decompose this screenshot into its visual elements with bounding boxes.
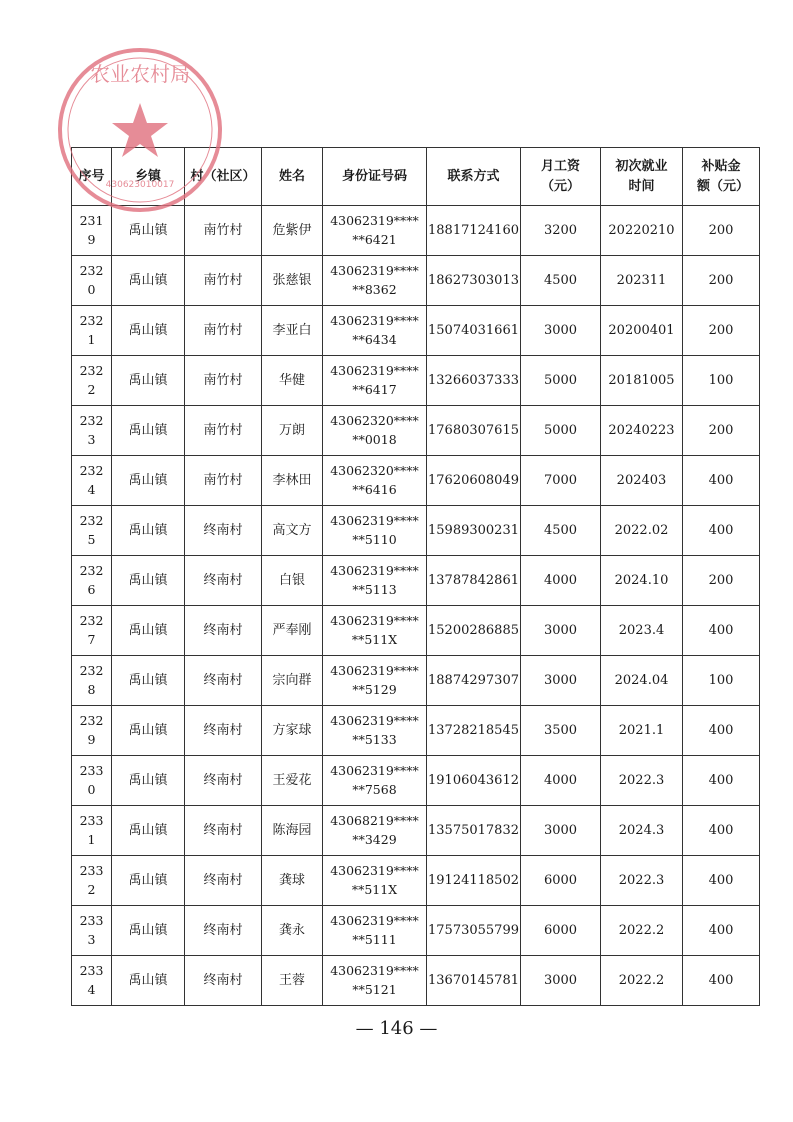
cell-town: 禹山镇 (112, 506, 185, 556)
table-row (72, 656, 760, 706)
id-number-part1: 43062319**** (330, 512, 419, 528)
id-number-part2: **7568 (352, 781, 397, 797)
cell-village: 终南村 (185, 556, 262, 606)
cell-subsidy: 400 (683, 706, 760, 756)
cell-id (323, 456, 427, 506)
header-village: 村（社区） (185, 148, 262, 206)
cell-first-job: 20181005 (601, 356, 683, 406)
cell-subsidy: 100 (683, 356, 760, 406)
cell-subsidy: 400 (683, 506, 760, 556)
id-number-part1: 43062319**** (330, 212, 419, 228)
cell-town: 禹山镇 (112, 956, 185, 1006)
table-row (72, 206, 760, 256)
cell-first-job: 202311 (601, 256, 683, 306)
table-row (72, 506, 760, 556)
cell-name: 李亚白 (262, 306, 323, 356)
cell-seq: 2326 (72, 556, 112, 606)
table-row (72, 456, 760, 506)
cell-subsidy: 200 (683, 256, 760, 306)
cell-village: 南竹村 (185, 456, 262, 506)
id-number-part1: 43062319**** (330, 312, 419, 328)
cell-town: 禹山镇 (112, 556, 185, 606)
cell-name: 王蓉 (262, 956, 323, 1006)
id-number-part2: **6421 (352, 231, 397, 247)
id-number-part1: 43062319**** (330, 962, 419, 978)
cell-town: 禹山镇 (112, 856, 185, 906)
cell-name: 华健 (262, 356, 323, 406)
id-number-part1: 43062320**** (330, 412, 419, 428)
id-number-part1: 43062319**** (330, 612, 419, 628)
cell-phone: 13728218545 (427, 706, 521, 756)
cell-id (323, 706, 427, 756)
cell-first-job: 2022.3 (601, 756, 683, 806)
cell-subsidy: 200 (683, 306, 760, 356)
cell-village: 终南村 (185, 856, 262, 906)
cell-town: 禹山镇 (112, 706, 185, 756)
cell-town: 禹山镇 (112, 606, 185, 656)
table-row (72, 256, 760, 306)
cell-id (323, 756, 427, 806)
cell-subsidy: 200 (683, 206, 760, 256)
cell-id (323, 856, 427, 906)
cell-subsidy: 200 (683, 556, 760, 606)
id-number-part2: **5121 (352, 981, 397, 997)
cell-town: 禹山镇 (112, 256, 185, 306)
cell-first-job: 20220210 (601, 206, 683, 256)
cell-wage: 4000 (521, 756, 601, 806)
id-number-part2: **5111 (352, 931, 397, 947)
id-number-part1: 43062319**** (330, 662, 419, 678)
cell-name: 宗向群 (262, 656, 323, 706)
cell-first-job: 2022.02 (601, 506, 683, 556)
id-number-part2: **6417 (352, 381, 397, 397)
cell-id (323, 806, 427, 856)
table-row (72, 906, 760, 956)
table-header-row (72, 148, 760, 206)
id-number-part1: 43062319**** (330, 912, 419, 928)
cell-id (323, 306, 427, 356)
id-number-part2: **3429 (352, 831, 397, 847)
employment-subsidy-table (71, 147, 760, 1006)
cell-name: 陈海园 (262, 806, 323, 856)
cell-village: 终南村 (185, 956, 262, 1006)
header-wage: 月工资（元） (521, 148, 601, 206)
cell-seq: 2321 (72, 306, 112, 356)
cell-name: 万朗 (262, 406, 323, 456)
cell-village: 终南村 (185, 756, 262, 806)
cell-id (323, 506, 427, 556)
cell-name: 白银 (262, 556, 323, 606)
cell-first-job: 2021.1 (601, 706, 683, 756)
id-number-part2: **5110 (352, 531, 397, 547)
cell-id (323, 906, 427, 956)
cell-phone: 13787842861 (427, 556, 521, 606)
id-number-part2: **5113 (352, 581, 397, 597)
id-number-part1: 43062320**** (330, 462, 419, 478)
cell-wage: 6000 (521, 906, 601, 956)
cell-phone: 18627303013 (427, 256, 521, 306)
cell-wage: 3000 (521, 806, 601, 856)
id-number-part1: 43062319**** (330, 762, 419, 778)
id-number-part2: **6434 (352, 331, 397, 347)
header-id: 身份证号码 (323, 148, 427, 206)
cell-seq: 2333 (72, 906, 112, 956)
cell-first-job: 2024.04 (601, 656, 683, 706)
cell-village: 南竹村 (185, 206, 262, 256)
cell-village: 终南村 (185, 506, 262, 556)
cell-subsidy: 400 (683, 606, 760, 656)
table-row (72, 706, 760, 756)
cell-name: 严奉刚 (262, 606, 323, 656)
cell-subsidy: 400 (683, 856, 760, 906)
cell-id (323, 356, 427, 406)
table-row (72, 756, 760, 806)
cell-subsidy: 400 (683, 756, 760, 806)
cell-village: 终南村 (185, 806, 262, 856)
cell-seq: 2334 (72, 956, 112, 1006)
cell-first-job: 202403 (601, 456, 683, 506)
cell-phone: 19106043612 (427, 756, 521, 806)
page-number: — 146 — (355, 1018, 438, 1039)
cell-seq: 2323 (72, 406, 112, 456)
cell-phone: 13575017832 (427, 806, 521, 856)
cell-first-job: 2024.3 (601, 806, 683, 856)
cell-wage: 4500 (521, 256, 601, 306)
id-number-part1: 43068219**** (330, 812, 419, 828)
header-seq: 序号 (72, 148, 112, 206)
cell-seq: 2319 (72, 206, 112, 256)
cell-town: 禹山镇 (112, 206, 185, 256)
cell-wage: 5000 (521, 406, 601, 456)
cell-seq: 2331 (72, 806, 112, 856)
cell-wage: 3000 (521, 956, 601, 1006)
cell-seq: 2332 (72, 856, 112, 906)
cell-id (323, 956, 427, 1006)
seal-text: 农业农村局 (90, 62, 190, 86)
cell-first-job: 20240223 (601, 406, 683, 456)
header-name: 姓名 (262, 148, 323, 206)
cell-first-job: 2022.3 (601, 856, 683, 906)
cell-first-job: 20200401 (601, 306, 683, 356)
cell-id (323, 206, 427, 256)
cell-wage: 3000 (521, 606, 601, 656)
table-row (72, 306, 760, 356)
cell-subsidy: 400 (683, 456, 760, 506)
cell-wage: 3200 (521, 206, 601, 256)
cell-phone: 15989300231 (427, 506, 521, 556)
cell-phone: 17620608049 (427, 456, 521, 506)
cell-phone: 17680307615 (427, 406, 521, 456)
cell-village: 南竹村 (185, 306, 262, 356)
cell-wage: 4000 (521, 556, 601, 606)
cell-id (323, 556, 427, 606)
id-number-part2: **511X (351, 881, 398, 897)
table-row (72, 356, 760, 406)
id-number-part2: **5133 (352, 731, 397, 747)
cell-seq: 2328 (72, 656, 112, 706)
cell-first-job: 2024.10 (601, 556, 683, 606)
table-row (72, 406, 760, 456)
header-subsidy: 补贴金额（元） (683, 148, 760, 206)
id-number-part2: **6416 (352, 481, 397, 497)
header-first-job: 初次就业时间 (601, 148, 683, 206)
cell-village: 终南村 (185, 606, 262, 656)
table-row (72, 606, 760, 656)
id-number-part2: **511X (351, 631, 398, 647)
cell-phone: 15200286885 (427, 606, 521, 656)
table-row (72, 556, 760, 606)
cell-seq: 2329 (72, 706, 112, 756)
cell-town: 禹山镇 (112, 806, 185, 856)
cell-seq: 2327 (72, 606, 112, 656)
cell-phone: 18874297307 (427, 656, 521, 706)
cell-name: 方家球 (262, 706, 323, 756)
cell-town: 禹山镇 (112, 756, 185, 806)
cell-village: 南竹村 (185, 356, 262, 406)
table-body (72, 206, 760, 1006)
id-number-part2: **5129 (352, 681, 397, 697)
cell-town: 禹山镇 (112, 406, 185, 456)
cell-phone: 18817124160 (427, 206, 521, 256)
cell-first-job: 2022.2 (601, 956, 683, 1006)
header-phone: 联系方式 (427, 148, 521, 206)
cell-name: 龚球 (262, 856, 323, 906)
id-number-part2: **8362 (352, 281, 397, 297)
cell-village: 南竹村 (185, 406, 262, 456)
cell-name: 高文方 (262, 506, 323, 556)
cell-wage: 3500 (521, 706, 601, 756)
cell-wage: 5000 (521, 356, 601, 406)
cell-id (323, 656, 427, 706)
cell-village: 终南村 (185, 656, 262, 706)
cell-subsidy: 200 (683, 406, 760, 456)
cell-seq: 2330 (72, 756, 112, 806)
cell-town: 禹山镇 (112, 456, 185, 506)
table-row (72, 856, 760, 906)
cell-village: 南竹村 (185, 256, 262, 306)
header-town: 乡镇 (112, 148, 185, 206)
cell-id (323, 256, 427, 306)
cell-wage: 7000 (521, 456, 601, 506)
cell-village: 终南村 (185, 706, 262, 756)
cell-subsidy: 400 (683, 956, 760, 1006)
cell-phone: 13670145781 (427, 956, 521, 1006)
cell-seq: 2324 (72, 456, 112, 506)
id-number-part1: 43062319**** (330, 862, 419, 878)
cell-seq: 2325 (72, 506, 112, 556)
seal-code: 430623010017 (105, 180, 175, 190)
cell-phone: 17573055799 (427, 906, 521, 956)
id-number-part1: 43062319**** (330, 362, 419, 378)
cell-first-job: 2022.2 (601, 906, 683, 956)
cell-wage: 3000 (521, 306, 601, 356)
cell-phone: 19124118502 (427, 856, 521, 906)
cell-id (323, 606, 427, 656)
id-number-part1: 43062319**** (330, 262, 419, 278)
cell-phone: 13266037333 (427, 356, 521, 406)
id-number-part2: **0018 (352, 431, 397, 447)
cell-name: 李林田 (262, 456, 323, 506)
cell-subsidy: 400 (683, 906, 760, 956)
cell-seq: 2320 (72, 256, 112, 306)
cell-name: 龚永 (262, 906, 323, 956)
cell-first-job: 2023.4 (601, 606, 683, 656)
cell-seq: 2322 (72, 356, 112, 406)
cell-id (323, 406, 427, 456)
cell-wage: 3000 (521, 656, 601, 706)
cell-town: 禹山镇 (112, 306, 185, 356)
cell-subsidy: 100 (683, 656, 760, 706)
id-number-part1: 43062319**** (330, 562, 419, 578)
cell-town: 禹山镇 (112, 356, 185, 406)
cell-phone: 15074031661 (427, 306, 521, 356)
table-row (72, 806, 760, 856)
cell-wage: 6000 (521, 856, 601, 906)
id-number-part1: 43062319**** (330, 712, 419, 728)
cell-wage: 4500 (521, 506, 601, 556)
cell-name: 张慈银 (262, 256, 323, 306)
table-row (72, 956, 760, 1006)
cell-name: 危紫伊 (262, 206, 323, 256)
cell-village: 终南村 (185, 906, 262, 956)
cell-town: 禹山镇 (112, 656, 185, 706)
cell-subsidy: 400 (683, 806, 760, 856)
cell-town: 禹山镇 (112, 906, 185, 956)
cell-name: 王爱花 (262, 756, 323, 806)
